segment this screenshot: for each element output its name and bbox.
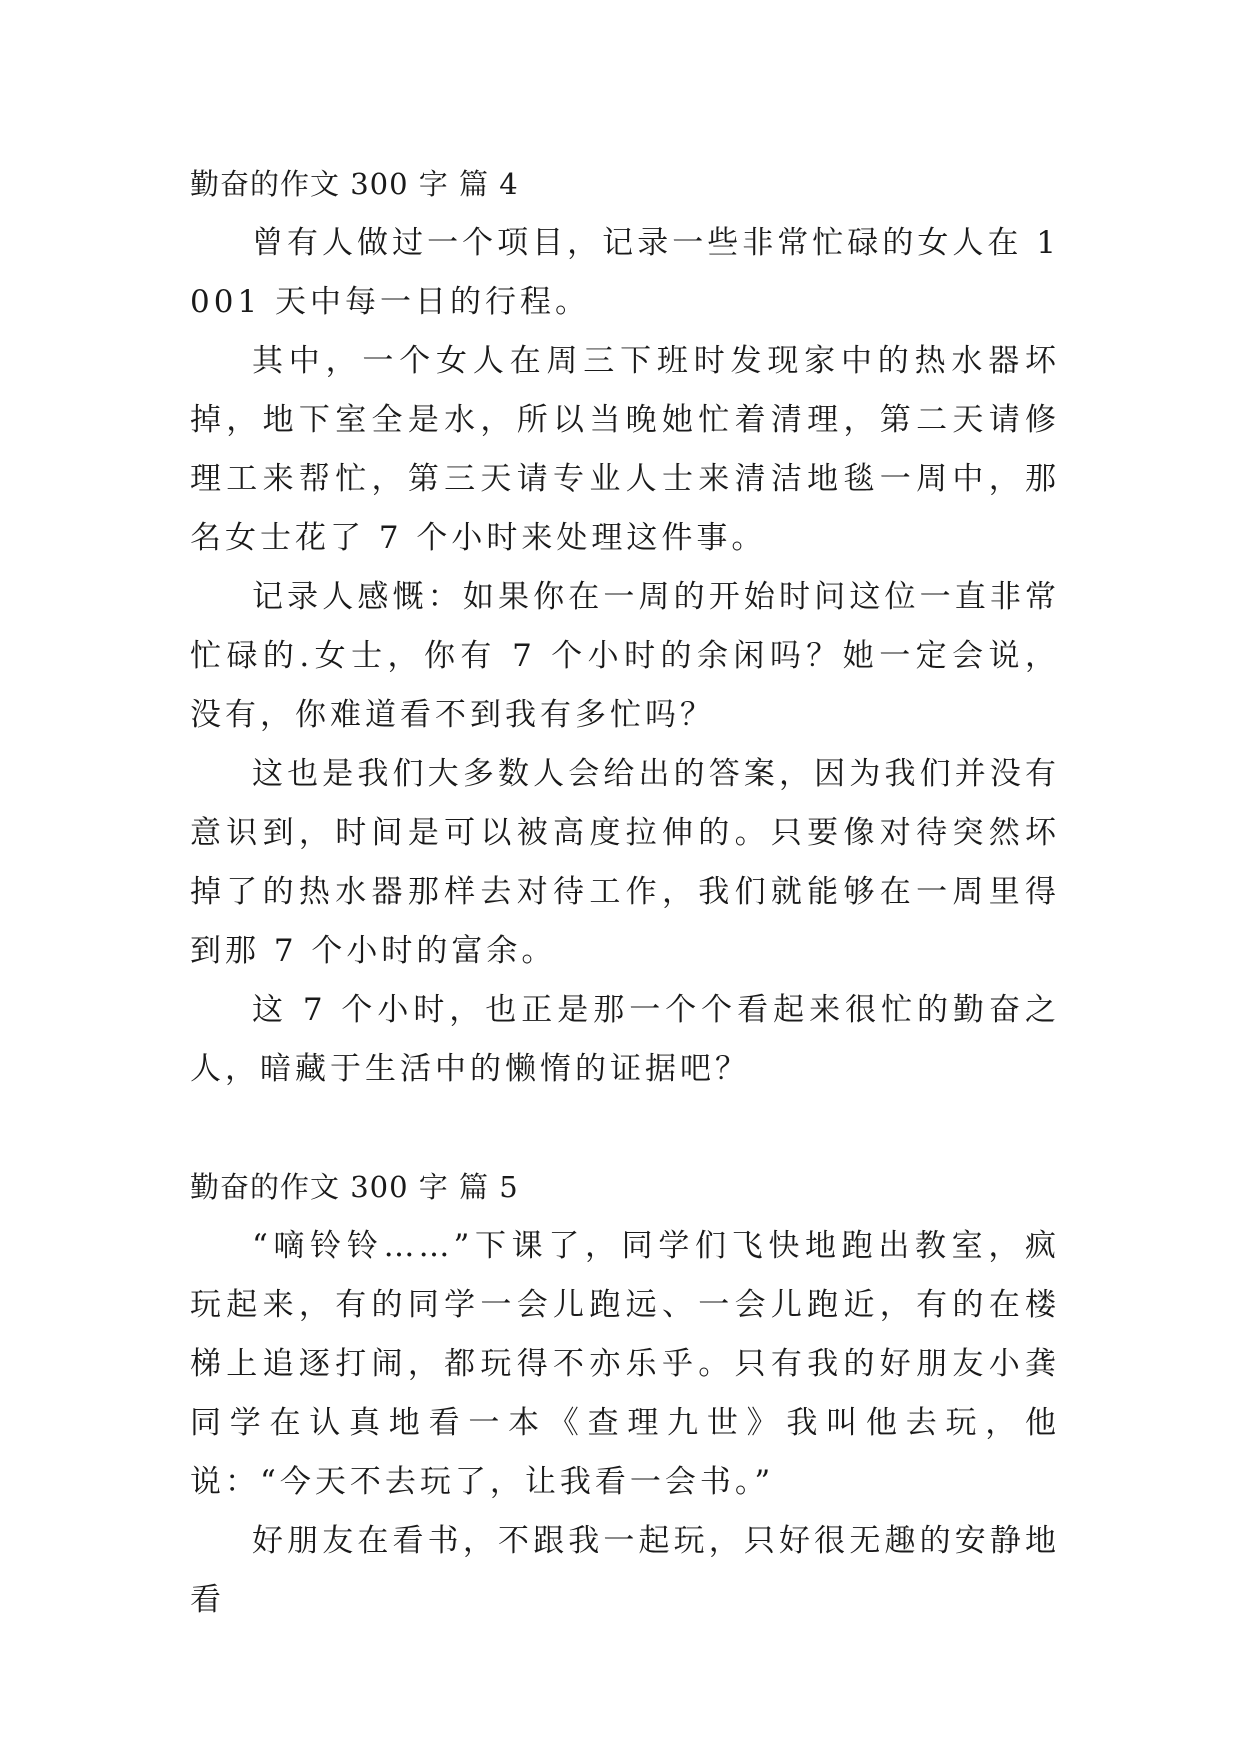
paragraph: 曾有人做过一个项目，记录一些非常忙碌的女人在 1001 天中每一日的行程。 [190,225,1060,320]
paragraph: 这也是我们大多数人会给出的答案，因为我们并没有意识到，时间是可以被高度拉伸的。只要像对待突然坏掉了的热水器那样去对待工作，我们就能够在一周里得到那 7 个小时的富余。 [190,756,1060,969]
section-spacer [190,1099,1060,1158]
section-heading: 勤奋的作文 300 字 篇 4 [190,167,519,201]
paragraph: 好朋友在看书，不跟我一起玩，只好很无趣的安静地看 [190,1523,1060,1618]
document-body [190,155,1060,1630]
paragraph: 这 7 个小时，也正是那一个个看起来很忙的勤奋之人，暗藏于生活中的懒惰的证据吧？ [190,992,1060,1087]
essay-section-5 [190,1158,1060,1630]
section-heading: 勤奋的作文 300 字 篇 5 [190,1170,519,1204]
essay-section-4 [190,155,1060,1099]
paragraph: 记录人感慨：如果你在一周的开始时问这位一直非常忙碌的.女士，你有 7 个小时的余闲吗？她一定会说，没有，你难道看不到我有多忙吗？ [190,579,1060,733]
paragraph: “嘀铃铃……”下课了，同学们飞快地跑出教室，疯玩起来，有的同学一会儿跑远、一会儿跑近，有的在楼梯上追逐打闹，都玩得不亦乐乎。只有我的好朋友小龚同学在认真地看一本《查理九世》我叫他去玩，他说：“今天不去玩了，让我看一会书。” [190,1228,1060,1500]
paragraph: 其中，一个女人在周三下班时发现家中的热水器坏掉，地下室全是水，所以当晚她忙着清理，第二天请修理工来帮忙，第三天请专业人士来清洁地毯一周中，那名女士花了 7 个小时来处理这件事。 [190,343,1060,556]
